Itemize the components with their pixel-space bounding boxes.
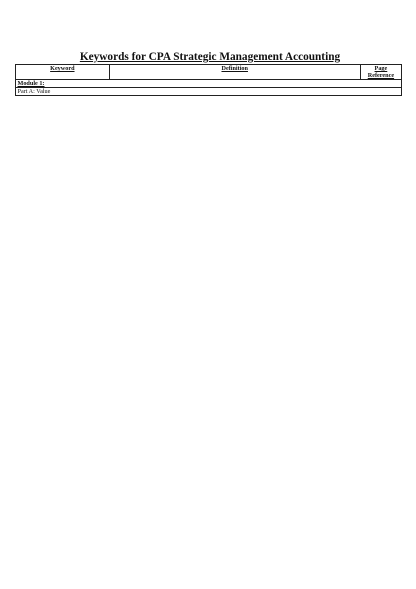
section-row-a: [16, 88, 402, 96]
keyword-table: [15, 64, 402, 96]
page-reference-header: Page Reference: [360, 65, 401, 80]
document-title: Keywords for CPA Strategic Management Accounting: [79, 51, 341, 63]
definition-header: Definition: [109, 65, 360, 80]
table-body: [16, 80, 402, 96]
keyword-header: Keyword: [16, 65, 110, 80]
table-header-row: [16, 65, 402, 80]
section-label-a: Part A: Value: [16, 88, 402, 96]
module-row: [16, 80, 402, 88]
module-label: Module 1:: [16, 80, 402, 88]
